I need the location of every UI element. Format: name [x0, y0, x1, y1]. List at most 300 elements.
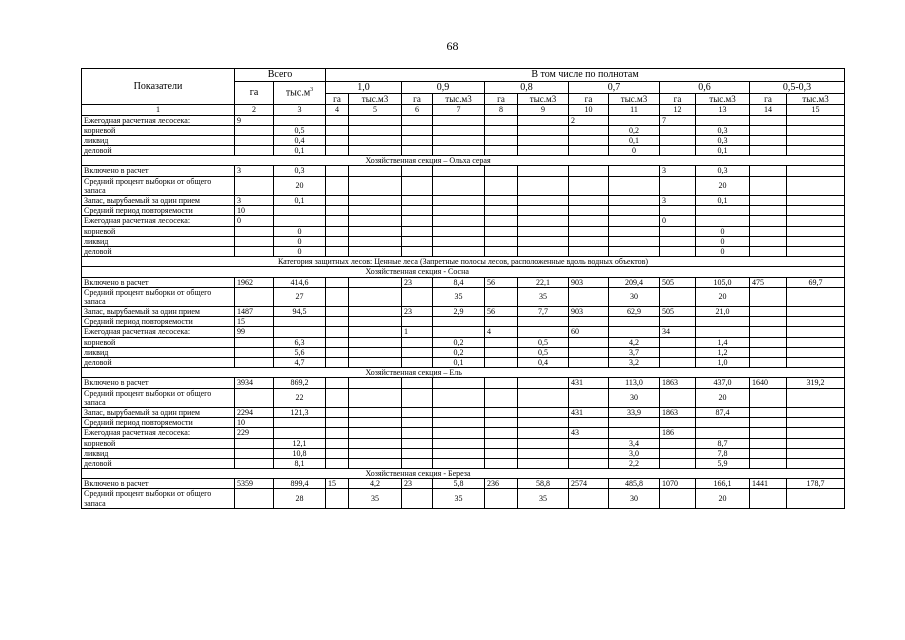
- cell: 319,2: [787, 378, 845, 388]
- header-total-ga: га: [235, 81, 274, 105]
- cell: [349, 388, 402, 407]
- cell: [485, 458, 518, 468]
- table-row: [82, 246, 845, 256]
- header-indicators: Показатели: [82, 69, 235, 105]
- cell: [326, 337, 349, 347]
- cell: [750, 347, 787, 357]
- cell: [326, 246, 349, 256]
- cell: [485, 337, 518, 347]
- cell: [235, 438, 274, 448]
- cell: [326, 277, 349, 287]
- cell: [518, 317, 569, 327]
- cell: [433, 226, 485, 236]
- cell: [326, 196, 349, 206]
- cell: [485, 489, 518, 508]
- cell: [326, 407, 349, 417]
- header-unit-ga: га: [660, 94, 696, 105]
- cell: [518, 378, 569, 388]
- cell: [433, 317, 485, 327]
- cell: [485, 317, 518, 327]
- cell: [660, 287, 696, 306]
- cell: 1863: [660, 378, 696, 388]
- cell: 35: [433, 489, 485, 508]
- cell: 1,2: [696, 347, 750, 357]
- cell: [750, 246, 787, 256]
- cell: [402, 489, 433, 508]
- cell: [569, 196, 609, 206]
- table-row: [82, 287, 845, 306]
- cell: [569, 337, 609, 347]
- cell: 27: [274, 287, 326, 306]
- cell: [402, 337, 433, 347]
- cell: [750, 166, 787, 176]
- cell: [750, 418, 787, 428]
- header-unit-tys: тыс.м3: [696, 94, 750, 105]
- cell: [518, 115, 569, 125]
- cell: 0,3: [696, 166, 750, 176]
- cell: [349, 458, 402, 468]
- cell: [660, 125, 696, 135]
- cell: 3: [660, 196, 696, 206]
- cell: 485,8: [609, 479, 660, 489]
- section-title: Хозяйственная секция - Береза: [326, 469, 845, 479]
- cell: [433, 428, 485, 438]
- cell: [485, 196, 518, 206]
- cell: [274, 216, 326, 226]
- cell: 0,2: [433, 347, 485, 357]
- cell: [750, 206, 787, 216]
- header-density: 1,0: [326, 81, 402, 94]
- cell: [485, 407, 518, 417]
- cell: [609, 418, 660, 428]
- cell: [433, 196, 485, 206]
- cell: 0,1: [696, 146, 750, 156]
- cell: [326, 226, 349, 236]
- cell: 0,2: [609, 125, 660, 135]
- cell: [349, 246, 402, 256]
- header-density: 0,9: [402, 81, 485, 94]
- cell: [609, 428, 660, 438]
- cell: [787, 407, 845, 417]
- cell: [750, 216, 787, 226]
- row-label: Средний период повторяемости: [82, 206, 235, 216]
- table-row: [82, 388, 845, 407]
- cell: [787, 448, 845, 458]
- cell: 69,7: [787, 277, 845, 287]
- cell: 0: [660, 216, 696, 226]
- cell: [787, 135, 845, 145]
- cell: 5,8: [433, 479, 485, 489]
- column-number: 2: [235, 105, 274, 115]
- cell: [433, 378, 485, 388]
- cell: 20: [696, 176, 750, 195]
- cell: 87,4: [696, 407, 750, 417]
- section-spacer: [82, 469, 326, 479]
- cell: [787, 428, 845, 438]
- cell: [485, 216, 518, 226]
- cell: [349, 125, 402, 135]
- cell: 3,0: [609, 448, 660, 458]
- cell: 0,4: [274, 135, 326, 145]
- cell: [349, 176, 402, 195]
- cell: [274, 317, 326, 327]
- table-row: [82, 317, 845, 327]
- cell: [433, 216, 485, 226]
- cell: [787, 358, 845, 368]
- cell: [326, 327, 349, 337]
- cell: 30: [609, 489, 660, 508]
- cell: [433, 166, 485, 176]
- cell: [485, 388, 518, 407]
- cell: 2574: [569, 479, 609, 489]
- cell: [235, 287, 274, 306]
- column-number: 3: [274, 105, 326, 115]
- cell: [235, 176, 274, 195]
- cell: [569, 216, 609, 226]
- row-label: Ежегодная расчетная лесосека:: [82, 428, 235, 438]
- table-row: [82, 146, 845, 156]
- cell: 12,1: [274, 438, 326, 448]
- row-label: ликвид: [82, 135, 235, 145]
- column-number: 13: [696, 105, 750, 115]
- cell: [569, 176, 609, 195]
- cell: [660, 206, 696, 216]
- cell: 3: [660, 166, 696, 176]
- table-row: [82, 378, 845, 388]
- cell: 0,1: [696, 196, 750, 206]
- cell: [235, 236, 274, 246]
- cell: [433, 438, 485, 448]
- cell: 186: [660, 428, 696, 438]
- cell: [696, 428, 750, 438]
- cell: 5,9: [696, 458, 750, 468]
- cell: 99: [235, 327, 274, 337]
- cell: [485, 438, 518, 448]
- cell: [485, 448, 518, 458]
- cell: [433, 407, 485, 417]
- cell: [349, 166, 402, 176]
- header-density: 0,7: [569, 81, 660, 94]
- section-spacer: [82, 267, 326, 277]
- cell: 23: [402, 277, 433, 287]
- table-row: [82, 115, 845, 125]
- cell: 0,3: [696, 135, 750, 145]
- column-number: 9: [518, 105, 569, 115]
- table-row: [82, 438, 845, 448]
- header-unit-tys: тыс.м3: [518, 94, 569, 105]
- row-label: Ежегодная расчетная лесосека:: [82, 327, 235, 337]
- cell: [660, 358, 696, 368]
- cell: [402, 146, 433, 156]
- cell: 34: [660, 327, 696, 337]
- cell: 4: [485, 327, 518, 337]
- cell: [402, 287, 433, 306]
- cell: [349, 307, 402, 317]
- header-unit-ga: га: [326, 94, 349, 105]
- cell: [787, 347, 845, 357]
- cell: [569, 448, 609, 458]
- cell: [660, 176, 696, 195]
- cell: [485, 347, 518, 357]
- header-unit-tys: тыс.м3: [609, 94, 660, 105]
- cell: [569, 438, 609, 448]
- cell: 20: [696, 489, 750, 508]
- section-spacer: [82, 368, 326, 378]
- cell: [518, 125, 569, 135]
- cell: [433, 135, 485, 145]
- cell: 20: [274, 176, 326, 195]
- cell: 0: [274, 246, 326, 256]
- column-number: 10: [569, 105, 609, 115]
- table-row: [82, 307, 845, 317]
- cell: [326, 206, 349, 216]
- cell: 20: [696, 287, 750, 306]
- cell: 23: [402, 479, 433, 489]
- cell: [660, 135, 696, 145]
- cell: [433, 418, 485, 428]
- cell: [349, 337, 402, 347]
- cell: [660, 388, 696, 407]
- cell: 1: [402, 327, 433, 337]
- cell: [569, 317, 609, 327]
- section-row: [82, 267, 845, 277]
- cell: [402, 438, 433, 448]
- cell: [402, 388, 433, 407]
- cell: 2,2: [609, 458, 660, 468]
- header-unit-ga: га: [485, 94, 518, 105]
- cell: 56: [485, 277, 518, 287]
- cell: 0: [696, 246, 750, 256]
- cell: [660, 438, 696, 448]
- cell: 43: [569, 428, 609, 438]
- cell: 869,2: [274, 378, 326, 388]
- cell: [402, 236, 433, 246]
- cell: 0,4: [518, 358, 569, 368]
- cell: [402, 458, 433, 468]
- cell: 56: [485, 307, 518, 317]
- cell: [402, 378, 433, 388]
- cell: 0: [235, 216, 274, 226]
- cell: 1487: [235, 307, 274, 317]
- cell: [235, 135, 274, 145]
- cell: [518, 166, 569, 176]
- column-number: 6: [402, 105, 433, 115]
- cell: [609, 166, 660, 176]
- cell: [569, 135, 609, 145]
- cell: [660, 448, 696, 458]
- cell: [750, 317, 787, 327]
- cell: 475: [750, 277, 787, 287]
- cell: [433, 206, 485, 216]
- cell: [518, 246, 569, 256]
- table-row: [82, 358, 845, 368]
- cell: [609, 206, 660, 216]
- cell: 35: [518, 287, 569, 306]
- cell: [518, 418, 569, 428]
- cell: [787, 307, 845, 317]
- cell: 30: [609, 287, 660, 306]
- cell: 4,7: [274, 358, 326, 368]
- cell: [326, 307, 349, 317]
- cell: 3,4: [609, 438, 660, 448]
- cell: [433, 176, 485, 195]
- table-row: [82, 337, 845, 347]
- cell: [402, 135, 433, 145]
- cell: [569, 458, 609, 468]
- table-row: [82, 448, 845, 458]
- cell: [433, 246, 485, 256]
- cell: [235, 388, 274, 407]
- cell: [433, 125, 485, 135]
- cell: [518, 146, 569, 156]
- cell: 62,9: [609, 307, 660, 317]
- cell: 0,1: [433, 358, 485, 368]
- cell: [349, 146, 402, 156]
- cell: 20: [696, 388, 750, 407]
- cell: [518, 448, 569, 458]
- cell: [326, 287, 349, 306]
- section-row: [82, 257, 845, 267]
- section-title: Хозяйственная секция – Ель: [326, 368, 845, 378]
- cell: [696, 327, 750, 337]
- cell: [518, 458, 569, 468]
- cell: 0,5: [274, 125, 326, 135]
- cell: 0,2: [433, 337, 485, 347]
- cell: [326, 428, 349, 438]
- cell: 3: [235, 166, 274, 176]
- cell: [787, 327, 845, 337]
- cell: [485, 246, 518, 256]
- cell: 229: [235, 428, 274, 438]
- cell: [326, 176, 349, 195]
- cell: 8,7: [696, 438, 750, 448]
- table-row: [82, 407, 845, 417]
- cell: [326, 418, 349, 428]
- cell: [349, 287, 402, 306]
- column-number: 15: [787, 105, 845, 115]
- cell: [326, 135, 349, 145]
- cell: 3,7: [609, 347, 660, 357]
- cell: 21,0: [696, 307, 750, 317]
- cell: [433, 458, 485, 468]
- row-label: корневой: [82, 438, 235, 448]
- cell: 209,4: [609, 277, 660, 287]
- cell: 30: [609, 388, 660, 407]
- cell: [235, 226, 274, 236]
- cell: [696, 115, 750, 125]
- cell: [787, 246, 845, 256]
- cell: [569, 146, 609, 156]
- table-row: [82, 428, 845, 438]
- section-row: [82, 156, 845, 166]
- column-number: 12: [660, 105, 696, 115]
- cell: 35: [433, 287, 485, 306]
- cell: [402, 407, 433, 417]
- cell: [235, 246, 274, 256]
- row-label: Средний период повторяемости: [82, 418, 235, 428]
- cell: [235, 489, 274, 508]
- header-total: Всего: [235, 69, 326, 82]
- row-label: Ежегодная расчетная лесосека:: [82, 216, 235, 226]
- row-label: корневой: [82, 337, 235, 347]
- cell: 3934: [235, 378, 274, 388]
- cell: [485, 358, 518, 368]
- cell: [660, 458, 696, 468]
- cell: [433, 115, 485, 125]
- cell: [274, 418, 326, 428]
- cell: [326, 358, 349, 368]
- cell: [660, 146, 696, 156]
- cell: [402, 125, 433, 135]
- cell: [609, 226, 660, 236]
- cell: [750, 358, 787, 368]
- cell: [787, 166, 845, 176]
- cell: 7: [660, 115, 696, 125]
- row-label: Запас, вырубаемый за один прием: [82, 196, 235, 206]
- cell: [235, 146, 274, 156]
- cell: [349, 226, 402, 236]
- table-row: [82, 166, 845, 176]
- cell: 22: [274, 388, 326, 407]
- cell: [787, 216, 845, 226]
- cell: [750, 115, 787, 125]
- cell: [326, 438, 349, 448]
- cell: [402, 347, 433, 357]
- cell: [518, 226, 569, 236]
- cell: [349, 438, 402, 448]
- cell: [402, 418, 433, 428]
- cell: 22,1: [518, 277, 569, 287]
- cell: 15: [326, 479, 349, 489]
- row-label: Средний процент выборки от общего запаса: [82, 388, 235, 407]
- cell: [696, 216, 750, 226]
- cell: 8,1: [274, 458, 326, 468]
- cell: 166,1: [696, 479, 750, 489]
- cell: 4,2: [349, 479, 402, 489]
- row-label: Средний период повторяемости: [82, 317, 235, 327]
- row-label: корневой: [82, 226, 235, 236]
- cell: [349, 206, 402, 216]
- cell: 35: [518, 489, 569, 508]
- cell: 10: [235, 418, 274, 428]
- cell: [660, 317, 696, 327]
- cell: 0,3: [696, 125, 750, 135]
- cell: 0,5: [518, 337, 569, 347]
- section-title: Хозяйственная секция – Ольха серая: [326, 156, 845, 166]
- cell: [750, 327, 787, 337]
- cell: [750, 458, 787, 468]
- cell: [349, 407, 402, 417]
- cell: [485, 378, 518, 388]
- cell: [787, 388, 845, 407]
- cell: [433, 236, 485, 246]
- cell: [326, 166, 349, 176]
- header-including: В том числе по полнотам: [326, 69, 845, 82]
- cell: [569, 206, 609, 216]
- cell: [402, 317, 433, 327]
- cell: [485, 125, 518, 135]
- cell: 15: [235, 317, 274, 327]
- cell: [326, 317, 349, 327]
- cell: [787, 125, 845, 135]
- cell: 105,0: [696, 277, 750, 287]
- cell: [518, 196, 569, 206]
- cell: [326, 236, 349, 246]
- cell: [750, 196, 787, 206]
- cell: 35: [349, 489, 402, 508]
- cell: [235, 458, 274, 468]
- cell: 10,8: [274, 448, 326, 458]
